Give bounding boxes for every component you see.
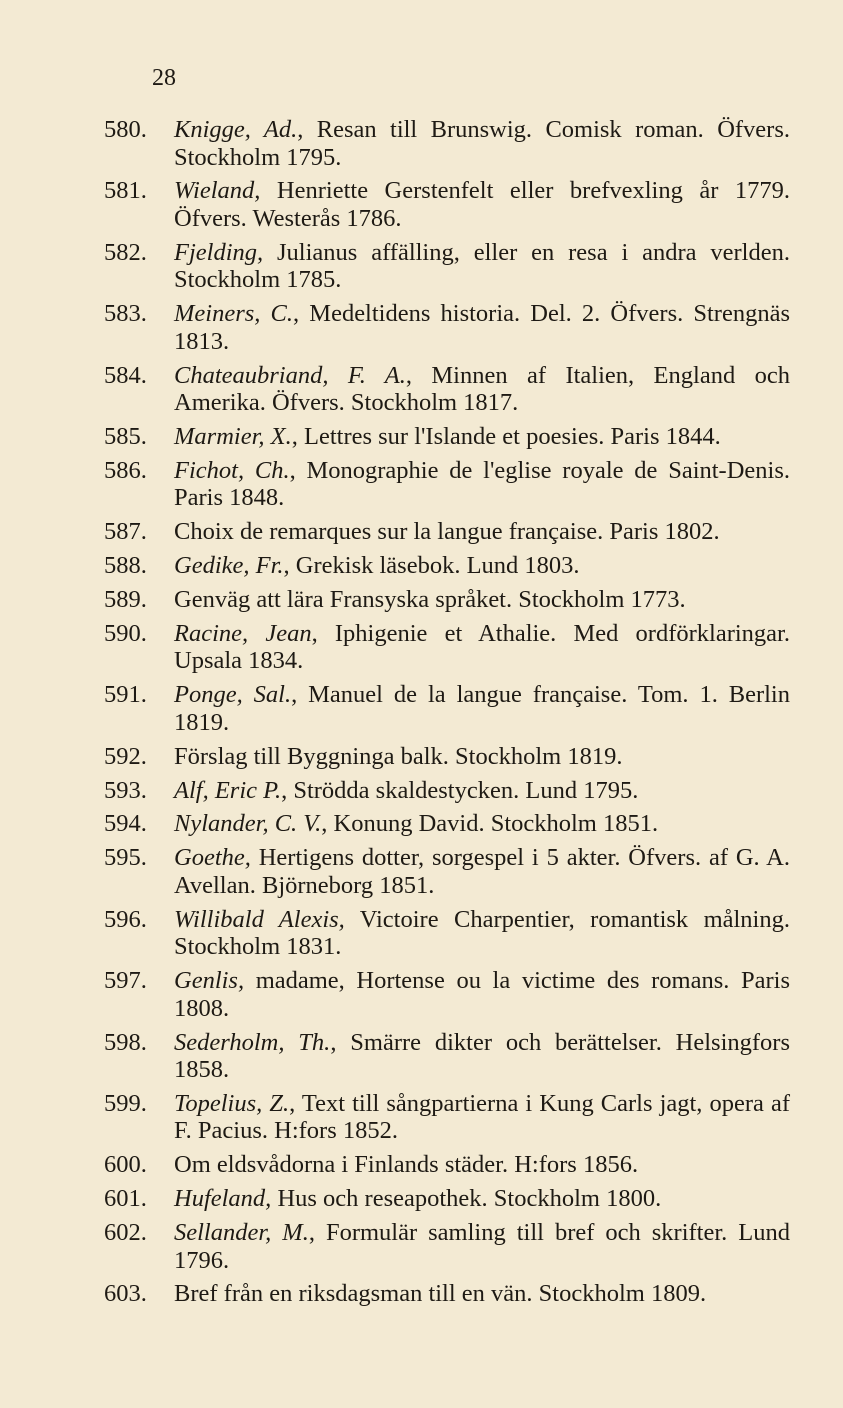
- page-number: 28: [152, 65, 176, 91]
- entry-text: [174, 777, 790, 805]
- entry-author: Fjelding,: [174, 238, 264, 266]
- entry-number: 592.: [104, 742, 147, 770]
- entry-title: , Monographie de l'eglise royale de Saint-Denis. Paris 1848.: [174, 456, 790, 512]
- entry-number: 581.: [104, 177, 147, 205]
- list-item: [104, 1029, 790, 1084]
- entry-title: , Text till sångpartierna i Kung Carls jagt, opera af F. Pacius. H:fors 1852.: [174, 1089, 790, 1145]
- list-item: [104, 177, 790, 232]
- entry-number: 593.: [104, 776, 147, 804]
- entry-title: Choix de remarques sur la langue française. Paris 1802.: [174, 518, 720, 546]
- entry-text: [174, 552, 790, 580]
- entry-title: Victoire Charpentier, romantisk målning. Stockholm 1831.: [174, 905, 790, 961]
- entry-text: [174, 1029, 790, 1084]
- list-item: [104, 743, 790, 771]
- entry-number: 590.: [104, 619, 147, 647]
- entry-title: Om eldsvådorna i Finlands städer. H:fors 1856.: [174, 1151, 639, 1179]
- entry-number: 580.: [104, 116, 147, 143]
- entry-number: 586.: [104, 456, 147, 484]
- entry-author: Genlis,: [174, 967, 245, 995]
- entry-number: 595.: [104, 844, 147, 872]
- list-item: [104, 620, 790, 675]
- entry-number: 594.: [104, 810, 147, 838]
- entry-author: Chateaubriand, F. A.: [174, 361, 406, 389]
- list-item: [104, 967, 790, 1022]
- entry-title: , Medeltidens historia. Del. 2. Öfvers. Strengnäs 1813.: [174, 300, 790, 355]
- entry-author: Ponge, Sal.: [174, 681, 292, 709]
- entry-title: Hertigens dotter, sorgespel i 5 akter. Öfvers. af G. A. Avellan. Björneborg 1851.: [174, 844, 790, 899]
- entry-title: , Konung David. Stockholm 1851.: [321, 810, 659, 838]
- entry-author: Knigge, Ad.: [174, 116, 298, 143]
- entry-text: [174, 1280, 790, 1308]
- list-item: [104, 300, 790, 355]
- entry-author: Nylander, C. V.: [174, 810, 322, 838]
- entry-author: Topelius, Z.: [174, 1089, 290, 1117]
- entry-number: 601.: [104, 1185, 147, 1213]
- entry-text: [174, 967, 790, 1022]
- entry-title: , Iphigenie et Athalie. Med ordförklaringar. Upsala 1834.: [174, 619, 790, 675]
- list-item: [104, 518, 790, 546]
- entry-title: madame, Hortense ou la victime des romans. Paris 1808.: [174, 967, 790, 1022]
- entry-author: Fichot, Ch.: [174, 456, 290, 484]
- entry-text: [174, 810, 790, 838]
- entry-author: Sellander, M.: [174, 1219, 309, 1247]
- list-item: [104, 1219, 790, 1274]
- entry-text: [174, 457, 790, 512]
- entry-text: [174, 116, 790, 171]
- entry-title: Bref från en riksdagsman till en vän. Stockholm 1809.: [174, 1280, 707, 1308]
- entry-title: Genväg att lära Fransyska språket. Stockholm 1773.: [174, 586, 686, 614]
- list-item: [104, 810, 790, 838]
- entry-title: , Smärre dikter och berättelser. Helsingfors 1858.: [174, 1028, 790, 1084]
- entry-title: Julianus affälling, eller en resa i andra verlden. Stockholm 1785.: [174, 238, 790, 294]
- list-item: [104, 844, 790, 899]
- entry-text: [174, 906, 790, 961]
- entry-text: [174, 586, 790, 614]
- entry-text: [174, 844, 790, 899]
- entry-text: [174, 177, 790, 232]
- entry-author: Willibald Alexis,: [174, 905, 345, 933]
- list-item: [104, 681, 790, 736]
- entry-text: [174, 620, 790, 675]
- entry-title: Förslag till Byggninga balk. Stockholm 1819.: [174, 742, 623, 770]
- list-item: [104, 1151, 790, 1179]
- entry-number: 597.: [104, 967, 147, 995]
- entry-title: , Manuel de la langue française. Tom. 1. Berlin 1819.: [174, 681, 790, 736]
- list-item: [104, 552, 790, 580]
- entry-text: [174, 1185, 790, 1213]
- entry-title: , Grekisk läsebok. Lund 1803.: [283, 552, 580, 580]
- list-item: [104, 1280, 790, 1308]
- entry-title: Hus och reseapothek. Stockholm 1800.: [271, 1185, 662, 1213]
- entry-number: 585.: [104, 422, 147, 450]
- entry-number: 582.: [104, 238, 147, 266]
- entry-number: 588.: [104, 552, 147, 580]
- entry-number: 598.: [104, 1028, 147, 1056]
- entry-title: , Formulär samling till bref och skrifter. Lund 1796.: [174, 1219, 790, 1274]
- list-item: [104, 586, 790, 614]
- entry-number: 602.: [104, 1219, 147, 1247]
- entry-text: [174, 681, 790, 736]
- entry-title: Henriette Gerstenfelt eller brefvexling år 1779. Öfvers. Westerås 1786.: [174, 177, 790, 232]
- entry-author: Gedike, Fr.: [174, 552, 284, 580]
- entry-text: [174, 1219, 790, 1274]
- entry-author: Racine, Jean: [174, 619, 312, 647]
- entry-text: [174, 362, 790, 417]
- entry-number: 603.: [104, 1280, 147, 1308]
- entry-number: 591.: [104, 681, 147, 709]
- entry-author: Alf, Eric P.: [174, 776, 282, 804]
- entry-number: 589.: [104, 586, 147, 614]
- entry-author: Goethe,: [174, 844, 251, 872]
- entry-text: [174, 300, 790, 355]
- list-item: [104, 1185, 790, 1213]
- entry-title: , Minnen af Italien, England och Amerika. Öfvers. Stockholm 1817.: [174, 361, 790, 417]
- list-item: [104, 116, 790, 171]
- list-item: [104, 777, 790, 805]
- entry-number: 583.: [104, 300, 147, 328]
- entry-number: 587.: [104, 518, 147, 546]
- entry-title: , Resan till Brunswig. Comisk roman. Öfvers. Stockholm 1795.: [174, 116, 790, 171]
- entry-author: Wieland,: [174, 177, 261, 205]
- entry-text: [174, 1151, 790, 1179]
- entry-text: [174, 518, 790, 546]
- entry-author: Marmier, X.: [174, 422, 292, 450]
- bibliography-list: [104, 116, 790, 1314]
- entry-text: [174, 239, 790, 294]
- list-item: [104, 906, 790, 961]
- entry-text: [174, 743, 790, 771]
- list-item: [104, 239, 790, 294]
- entry-number: 599.: [104, 1089, 147, 1117]
- list-item: [104, 1090, 790, 1145]
- entry-author: Meiners, C.: [174, 300, 294, 328]
- entry-number: 584.: [104, 361, 147, 389]
- entry-author: Hufeland,: [174, 1185, 272, 1213]
- entry-number: 596.: [104, 905, 147, 933]
- entry-number: 600.: [104, 1151, 147, 1179]
- list-item: [104, 362, 790, 417]
- entry-title: , Strödda skaldestycken. Lund 1795.: [281, 776, 639, 804]
- entry-text: [174, 1090, 790, 1145]
- entry-text: [174, 423, 790, 451]
- entry-title: , Lettres sur l'Islande et poesies. Paris 1844.: [291, 422, 721, 450]
- list-item: [104, 457, 790, 512]
- entry-author: Sederholm, Th.: [174, 1028, 331, 1056]
- list-item: [104, 423, 790, 451]
